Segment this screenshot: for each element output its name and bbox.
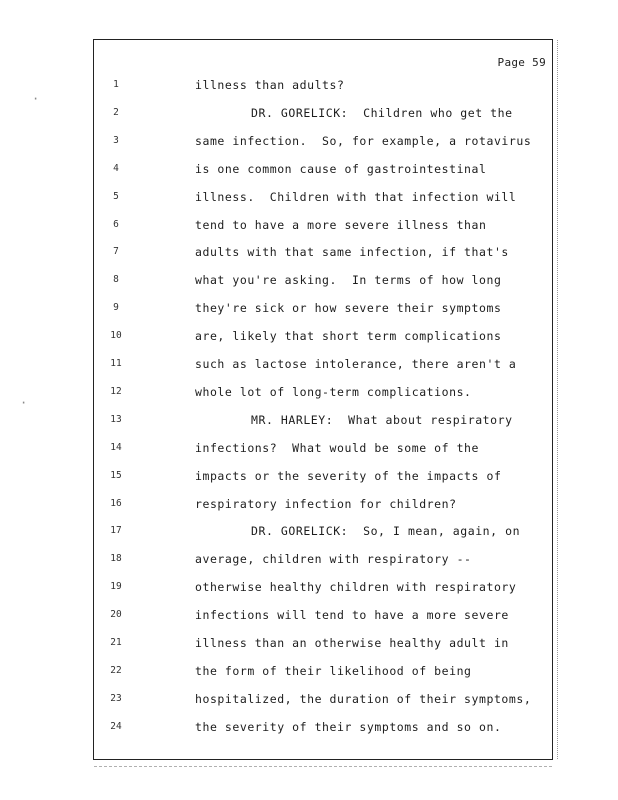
line-text: same infection. So, for example, a rotavirus (195, 133, 532, 148)
transcript-line (94, 132, 554, 152)
line-number: 12 (110, 385, 122, 397)
line-number: 2 (113, 106, 119, 118)
line-text: illness than adults? (195, 78, 345, 92)
transcript-line (94, 383, 554, 403)
line-number: 14 (110, 441, 122, 453)
line-number: 11 (110, 358, 122, 369)
line-number: 4 (113, 162, 119, 174)
transcript-line (94, 188, 554, 208)
transcript-page (93, 39, 553, 760)
line-number: 16 (110, 497, 122, 509)
line-number: 9 (113, 302, 119, 314)
line-text: MR. HARLEY: What about respiratory (251, 412, 513, 427)
transcript-line (94, 690, 554, 710)
transcript-line (94, 634, 554, 654)
line-number: 17 (110, 525, 122, 537)
line-text: infections will tend to have a more severe (195, 608, 509, 623)
line-number: 1 (113, 79, 119, 90)
transcript-line (94, 160, 554, 180)
line-text: illness than an otherwise healthy adult in (195, 636, 509, 650)
line-text: average, children with respiratory -- (195, 552, 472, 567)
transcript-line (94, 216, 554, 236)
line-text: is one common cause of gastrointestinal (195, 161, 487, 176)
line-number: 3 (113, 134, 119, 146)
line-text: infections? What would be some of the (195, 440, 479, 455)
line-number: 13 (110, 413, 122, 425)
transcript-line (94, 578, 554, 598)
transcript-line (94, 606, 554, 626)
page-number: Page 59 (497, 56, 546, 69)
line-number: 5 (113, 190, 119, 202)
line-text: respiratory infection for children? (195, 496, 457, 511)
transcript-line (94, 327, 554, 347)
line-number: 23 (110, 692, 122, 704)
transcript-line (94, 718, 554, 738)
line-number: 18 (110, 553, 122, 565)
line-number: 6 (113, 218, 119, 230)
line-text: impacts or the severity of the impacts of (195, 468, 502, 483)
line-text: the severity of their symptoms and so on. (195, 719, 502, 734)
line-text: they're sick or how severe their symptoms (195, 301, 502, 316)
line-text: hospitalized, the duration of their symptoms, (195, 691, 532, 706)
transcript-line (94, 243, 554, 263)
line-number: 8 (113, 274, 119, 286)
line-number: 20 (110, 609, 122, 621)
line-text: the form of their likelihood of being (195, 663, 472, 678)
line-number: 7 (113, 246, 119, 258)
transcript-line (94, 662, 554, 682)
line-text: otherwise healthy children with respiratory (195, 580, 517, 595)
line-number: 21 (110, 637, 122, 648)
scan-mark: · (32, 92, 40, 106)
transcript-line (94, 271, 554, 291)
transcript-line (94, 522, 554, 542)
line-number: 22 (110, 664, 122, 676)
transcript-line (94, 104, 554, 124)
scan-mark: · (20, 396, 28, 410)
transcript-line (94, 495, 554, 515)
line-text: DR. GORELICK: So, I mean, again, on (251, 524, 521, 539)
transcript-line (94, 467, 554, 487)
line-text: illness. Children with that infection will (195, 189, 517, 204)
line-text: what you're asking. In terms of how long (195, 273, 502, 288)
line-text: are, likely that short term complications (195, 329, 502, 344)
transcript-line (94, 76, 554, 96)
line-number: 24 (110, 720, 122, 732)
line-text: DR. GORELICK: Children who get the (251, 105, 513, 120)
line-text: tend to have a more severe illness than (195, 217, 487, 232)
line-text: adults with that same infection, if that's (195, 245, 509, 260)
line-number: 10 (110, 330, 122, 342)
transcript-line (94, 550, 554, 570)
transcript-line (94, 299, 554, 319)
bottom-scan-rule (94, 766, 552, 767)
line-number: 15 (110, 469, 122, 481)
line-number: 19 (110, 581, 122, 593)
transcript-line (94, 355, 554, 375)
transcript-line (94, 439, 554, 459)
line-text: such as lactose intolerance, there aren't a (195, 357, 517, 371)
transcript-line (94, 411, 554, 431)
line-text: whole lot of long-term complications. (195, 384, 472, 399)
